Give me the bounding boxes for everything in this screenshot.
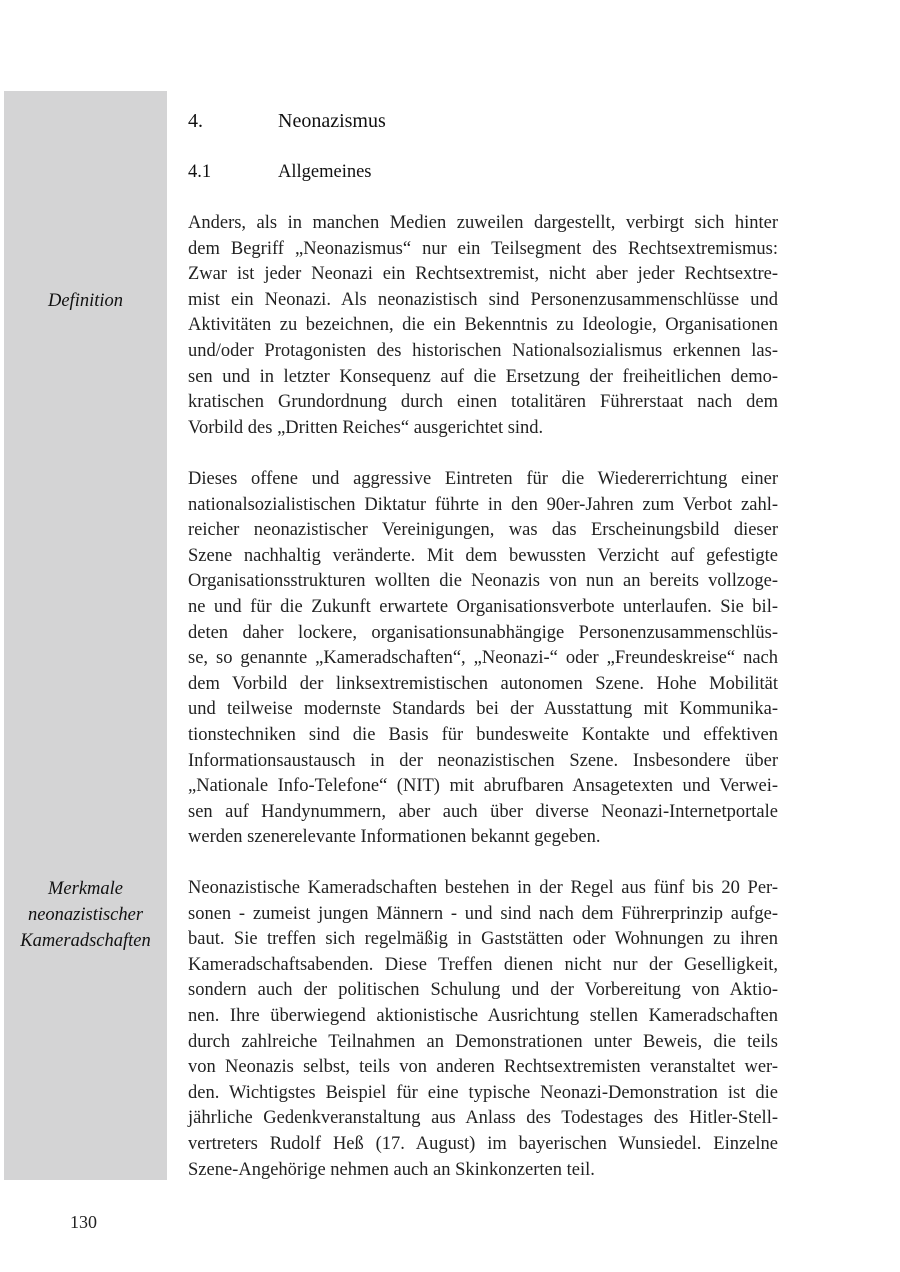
text-line: dem Vorbild der linksextremistischen autonomen Szene. Hohe Mobilität [188,673,778,694]
page-number: 130 [70,1212,97,1232]
text-line: nen. Ihre überwiegend aktionistische Ausrichtung stellen Kameradschaften [188,1005,778,1026]
text-line: Aktivitäten zu bezeichnen, die ein Bekenntnis zu Ideologie, Organisationen [188,315,778,336]
text-line: den. Wichtigstes Beispiel für eine typische Neonazi-Demonstration ist die [188,1082,778,1103]
text-line: se, so genannte „Kameradschaften“, „Neonazi-“ oder „Freundeskreise“ nach [188,648,778,669]
margin-note-line: Merkmale [48,879,123,899]
text-line: reicher neonazistischer Vereinigungen, was das Erscheinungsbild dieser [188,520,778,541]
text-line: dem Begriff „Neonazismus“ nur ein Teilsegment des Rechtsextremismus: [188,238,778,259]
margin-note-line: neonazistischer [27,905,144,925]
text-line: mist ein Neonazi. Als neonazistisch sind Personenzusammenschlüsse und [188,289,778,310]
text-line: kratischen Grundordnung durch einen totalitären Führerstaat nach dem [188,392,778,413]
margin-note-line: Definition [47,291,124,311]
text-line: und/oder Protagonisten des historischen Nationalsozialismus erkennen las- [188,340,778,361]
margin-note-definition [4,288,167,314]
text-line: nationalsozialistischen Diktatur führte in den 90er-Jahren zum Verbot zahl- [188,494,778,515]
text-line: tionstechniken sind die Basis für bundesweite Kontakte und effektiven [188,724,778,745]
text-line: Szene nachhaltig veränderte. Mit dem bewussten Verzicht auf gefestigte [188,545,778,566]
text-line: jährliche Gedenkveranstaltung aus Anlass des Todestages des Hitler-Stell- [188,1108,778,1129]
text-line: Neonazistische Kameradschaften bestehen in der Regel aus fünf bis 20 Per- [188,878,778,898]
subsection-title: Allgemeines [278,162,372,182]
text-line: Zwar ist jeder Neonazi ein Rechtsextremist, nicht aber jeder Rechtsextre- [188,264,778,285]
text-line: Szene-Angehörige nehmen auch an Skinkonzerten teil. [188,1159,595,1180]
text-line: „Nationale Info-Telefone“ (NIT) mit abrufbaren Ansagetexten und Verwei- [188,776,778,797]
text-line: Kameradschaftsabenden. Diese Treffen dienen nicht nur der Geselligkeit, [188,954,778,975]
text-line: durch zahlreiche Teilnahmen an Demonstrationen unter Beweis, die teils [188,1031,778,1052]
text-line: Dieses offene und aggressive Eintreten für die Wiedererrichtung einer [188,469,778,489]
section-title: Neonazismus [278,110,386,132]
margin-note-line: Kameradschaften [20,931,151,951]
text-line: von Neonazis selbst, teils von anderen Rechtsextremisten veranstaltet wer- [188,1057,778,1078]
text-line: werden szenerelevante Informationen bekannt gegeben. [188,827,601,848]
section-number: 4. [188,110,203,132]
text-line: und teilweise modernste Standards bei der Ausstattung mit Kommunika- [188,699,778,720]
subsection-number: 4.1 [188,162,212,182]
text-line: Organisationsstrukturen wollten die Neonazis von nun an bereits vollzoge- [188,571,778,592]
text-line: sen und in letzter Konsequenz auf die Ersetzung der freiheitlichen demo- [188,366,778,387]
paragraph-kameradschaften [188,876,778,1183]
text-line: sondern auch der politischen Schulung und der Vorbereitung von Aktio- [188,980,778,1001]
margin-note-merkmale [4,876,167,954]
paragraph-definition [188,211,778,441]
text-line: sonen - zumeist jungen Männern - und sind nach dem Führerprinzip aufge- [188,903,778,924]
text-line: Anders, als in manchen Medien zuweilen dargestellt, verbirgt sich hinter [188,213,778,233]
margin-sidebar [4,91,167,1180]
text-line: baut. Sie treffen sich regelmäßig in Gaststätten oder Wohnungen zu ihren [188,929,778,950]
text-line: Informationsaustausch in der neonazistischen Szene. Insbesondere über [188,750,778,771]
text-line: vertreters Rudolf Heß (17. August) im bayerischen Wunsiedel. Einzelne [188,1133,778,1154]
text-line: Vorbild des „Dritten Reiches“ ausgerichtet sind. [188,417,544,438]
text-line: ne und für die Zukunft erwartete Organisationsverbote unterlaufen. Sie bil- [188,596,778,617]
paragraph-history [188,467,778,851]
text-line: sen auf Handynummern, aber auch über diverse Neonazi-Internetportale [188,801,778,822]
text-line: deten daher lockere, organisationsunabhängige Personenzusammenschlüs- [188,622,778,643]
